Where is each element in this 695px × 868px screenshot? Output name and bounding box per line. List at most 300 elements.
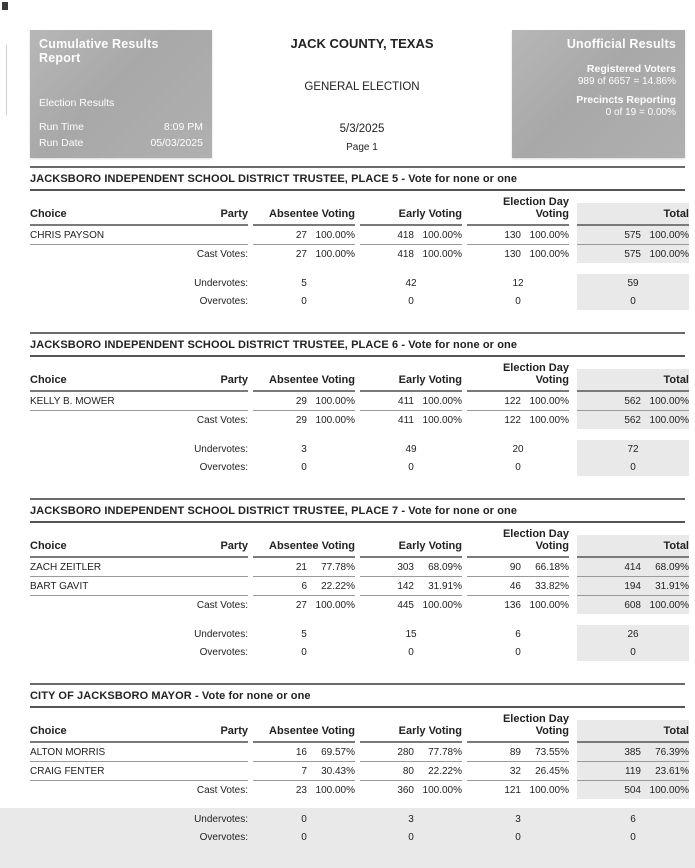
overvotes-group-1 xyxy=(360,458,462,476)
cast-votes-group-1-percent: 100.00% xyxy=(422,600,462,611)
precincts-reporting-value: 0 of 19 = 0.00% xyxy=(605,107,676,118)
overvotes-group-0-count: 0 xyxy=(301,296,307,307)
cast-votes-total xyxy=(577,596,689,614)
undervotes-group-0-count: 5 xyxy=(301,278,307,289)
column-header-row xyxy=(30,357,689,392)
contest-titlebar xyxy=(30,683,685,708)
candidate-total xyxy=(577,762,689,781)
report-subtitle: Election Results xyxy=(39,97,115,109)
candidate-total-percent: 76.39% xyxy=(655,747,689,758)
cast-votes-group-0-count: 23 xyxy=(295,785,307,796)
group-header-2: Election Day Voting xyxy=(467,523,569,558)
undervotes-group-1 xyxy=(360,274,462,292)
candidate-total xyxy=(577,558,689,577)
candidate-name: CRAIG FENTER xyxy=(30,766,105,777)
cast-votes-row xyxy=(30,411,689,429)
candidate-group-1-percent: 68.09% xyxy=(428,562,462,573)
cast-votes-group-1-percent: 100.00% xyxy=(422,415,462,426)
candidate-total-percent: 100.00% xyxy=(649,396,689,407)
undervotes-label: Undervotes: xyxy=(194,444,248,455)
candidate-row xyxy=(30,743,689,762)
overvotes-label: Overvotes: xyxy=(199,832,248,843)
candidate-group-2-count: 90 xyxy=(509,562,521,573)
candidate-group-0-percent: 100.00% xyxy=(315,230,355,241)
undervotes-total-count: 59 xyxy=(627,278,639,289)
cast-votes-total-percent: 100.00% xyxy=(649,415,689,426)
cast-votes-group-0-count: 27 xyxy=(295,249,307,260)
cast-votes-group-2 xyxy=(467,245,569,263)
candidate-name: CHRIS PAYSON xyxy=(30,230,105,241)
column-header-row xyxy=(30,191,689,226)
cast-votes-total xyxy=(577,781,689,799)
bottom-pad-row xyxy=(30,310,685,317)
candidate-group-0-count: 21 xyxy=(295,562,307,573)
cast-votes-total xyxy=(577,411,689,429)
undervotes-group-2 xyxy=(467,440,569,458)
undervotes-group-2-count: 12 xyxy=(512,278,524,289)
candidate-group-2 xyxy=(467,762,569,781)
candidate-label-cell xyxy=(30,558,248,577)
undervotes-group-0-count: 0 xyxy=(301,814,307,825)
undervotes-group-0 xyxy=(253,625,355,643)
run-time-value: 8:09 PM xyxy=(163,121,203,133)
candidate-group-2-count: 89 xyxy=(509,747,521,758)
cast-votes-group-2-count: 130 xyxy=(504,249,521,260)
run-date-row xyxy=(39,135,203,151)
overvotes-group-1-count: 0 xyxy=(408,462,414,473)
cast-votes-total xyxy=(577,245,689,263)
candidate-group-0-percent: 22.22% xyxy=(321,581,355,592)
candidate-group-0 xyxy=(253,392,355,411)
overvotes-label: Overvotes: xyxy=(199,462,248,473)
candidate-name: ZACH ZEITLER xyxy=(30,562,102,573)
cast-votes-label: Cast Votes: xyxy=(196,785,248,796)
undervotes-total-count: 6 xyxy=(630,814,636,825)
undervotes-label: Undervotes: xyxy=(194,278,248,289)
undervotes-group-1-count: 49 xyxy=(405,444,417,455)
overvotes-group-0-count: 0 xyxy=(301,832,307,843)
undervotes-total xyxy=(577,274,689,292)
undervotes-total xyxy=(577,440,689,458)
candidate-total-count: 385 xyxy=(624,747,641,758)
cast-votes-row xyxy=(30,781,689,799)
candidate-group-0 xyxy=(253,762,355,781)
cast-votes-group-0 xyxy=(253,411,355,429)
overvotes-group-2 xyxy=(467,828,569,846)
candidate-group-1-percent: 100.00% xyxy=(422,396,462,407)
candidate-row xyxy=(30,762,689,781)
cast-votes-label-cell xyxy=(30,781,248,799)
candidate-row xyxy=(30,558,689,577)
run-time-label: Run Time xyxy=(39,121,84,133)
overvotes-label: Overvotes: xyxy=(199,647,248,658)
cast-votes-total-count: 504 xyxy=(624,785,641,796)
candidate-total xyxy=(577,743,689,762)
candidate-group-2 xyxy=(467,392,569,411)
run-time-row xyxy=(39,119,203,135)
cast-votes-group-2-count: 121 xyxy=(504,785,521,796)
candidate-total-percent: 68.09% xyxy=(655,562,689,573)
cast-votes-group-2-count: 122 xyxy=(504,415,521,426)
cast-votes-group-2 xyxy=(467,411,569,429)
undervotes-group-1-count: 42 xyxy=(405,278,417,289)
candidate-group-2 xyxy=(467,743,569,762)
candidate-group-0 xyxy=(253,226,355,245)
cast-votes-total-count: 575 xyxy=(624,249,641,260)
candidate-group-1-percent: 77.78% xyxy=(428,747,462,758)
party-header: Party xyxy=(220,540,248,552)
undervotes-row xyxy=(30,440,685,458)
candidate-group-1-percent: 100.00% xyxy=(422,230,462,241)
candidate-total-count: 414 xyxy=(624,562,641,573)
overvotes-row xyxy=(30,643,685,661)
candidate-name: BART GAVIT xyxy=(30,581,89,592)
candidate-label-cell xyxy=(30,762,248,781)
cast-votes-group-0-percent: 100.00% xyxy=(315,415,355,426)
overvotes-group-0-count: 0 xyxy=(301,647,307,658)
cast-votes-group-0-count: 27 xyxy=(295,600,307,611)
overvotes-group-0 xyxy=(253,828,355,846)
undervotes-total xyxy=(577,810,689,828)
candidate-group-0-count: 16 xyxy=(295,747,307,758)
undervotes-label-cell xyxy=(30,810,248,828)
overvotes-group-2-count: 0 xyxy=(515,462,521,473)
choice-party-header xyxy=(30,369,248,392)
group-header-2: Election Day Voting xyxy=(467,191,569,226)
overvotes-group-1-count: 0 xyxy=(408,647,414,658)
undervotes-label: Undervotes: xyxy=(194,814,248,825)
candidate-total xyxy=(577,226,689,245)
candidate-group-0 xyxy=(253,558,355,577)
undervotes-group-2-count: 20 xyxy=(512,444,524,455)
group-header-1: Early Voting xyxy=(360,203,462,226)
candidate-group-0-count: 6 xyxy=(301,581,307,592)
cast-votes-group-2-percent: 100.00% xyxy=(529,415,569,426)
contest-title: CITY OF JACKSBORO MAYOR - Vote for none or one xyxy=(30,690,311,702)
cast-votes-group-2-percent: 100.00% xyxy=(529,785,569,796)
undervotes-group-0 xyxy=(253,274,355,292)
undervotes-group-1 xyxy=(360,810,462,828)
candidate-label-cell xyxy=(30,743,248,762)
undervotes-group-0-count: 5 xyxy=(301,629,307,640)
candidate-row xyxy=(30,392,689,411)
overvotes-label-cell xyxy=(30,828,248,846)
undervotes-row xyxy=(30,274,685,292)
candidate-group-2-count: 32 xyxy=(509,766,521,777)
candidate-total xyxy=(577,577,689,596)
candidate-group-1 xyxy=(360,392,462,411)
undervotes-label: Undervotes: xyxy=(194,629,248,640)
cast-votes-total-percent: 100.00% xyxy=(649,600,689,611)
overvotes-label-cell xyxy=(30,643,248,661)
overvotes-label-cell xyxy=(30,458,248,476)
overvotes-group-0 xyxy=(253,292,355,310)
candidate-group-0-percent: 100.00% xyxy=(315,396,355,407)
overvotes-total xyxy=(577,643,689,661)
election-title: GENERAL ELECTION xyxy=(304,81,420,93)
candidate-total-percent: 23.61% xyxy=(655,766,689,777)
contest-title: JACKSBORO INDEPENDENT SCHOOL DISTRICT TRUSTEE, PLACE 7 - Vote for none or one xyxy=(30,505,518,517)
undervotes-label-cell xyxy=(30,274,248,292)
cast-votes-total-percent: 100.00% xyxy=(649,249,689,260)
overvotes-group-1-count: 0 xyxy=(408,832,414,843)
overvotes-group-2 xyxy=(467,458,569,476)
undervotes-group-0-count: 3 xyxy=(301,444,307,455)
run-date-label: Run Date xyxy=(39,137,84,149)
contest-section xyxy=(30,332,689,483)
scan-line-artifact xyxy=(6,45,7,115)
group-header-1: Early Voting xyxy=(360,369,462,392)
undervotes-group-1 xyxy=(360,440,462,458)
candidate-group-0-percent: 69.57% xyxy=(321,747,355,758)
contest-section xyxy=(30,498,689,668)
candidate-group-2-count: 46 xyxy=(509,581,521,592)
cast-votes-group-0-count: 29 xyxy=(295,415,307,426)
unofficial-results-title: Unofficial Results xyxy=(566,37,676,51)
candidate-label-cell xyxy=(30,392,248,411)
spacer-row xyxy=(30,263,685,274)
total-header: Total xyxy=(577,535,689,558)
undervotes-group-2 xyxy=(467,625,569,643)
candidate-total-count: 575 xyxy=(624,230,641,241)
contest-section xyxy=(30,683,689,853)
overvotes-group-2-count: 0 xyxy=(515,832,521,843)
contest-titlebar xyxy=(30,166,685,191)
candidate-group-2 xyxy=(467,226,569,245)
total-header: Total xyxy=(577,369,689,392)
undervotes-group-2 xyxy=(467,810,569,828)
candidate-name: KELLY B. MOWER xyxy=(30,396,115,407)
candidate-group-1-count: 280 xyxy=(397,747,414,758)
overvotes-total-count: 0 xyxy=(630,296,636,307)
candidate-group-1 xyxy=(360,226,462,245)
undervotes-group-1 xyxy=(360,625,462,643)
contest-title: JACKSBORO INDEPENDENT SCHOOL DISTRICT TRUSTEE, PLACE 6 - Vote for none or one xyxy=(30,339,518,351)
cast-votes-label: Cast Votes: xyxy=(196,249,248,260)
group-header-1: Early Voting xyxy=(360,720,462,743)
cast-votes-total-count: 562 xyxy=(624,415,641,426)
undervotes-total-count: 72 xyxy=(627,444,639,455)
party-header: Party xyxy=(220,725,248,737)
total-header: Total xyxy=(577,203,689,226)
undervotes-group-2-count: 3 xyxy=(515,814,521,825)
overvotes-total xyxy=(577,828,689,846)
contest-title: JACKSBORO INDEPENDENT SCHOOL DISTRICT TRUSTEE, PLACE 5 - Vote for none or one xyxy=(30,173,518,185)
candidate-group-1 xyxy=(360,743,462,762)
overvotes-row xyxy=(30,458,685,476)
overvotes-total-count: 0 xyxy=(630,462,636,473)
candidate-row xyxy=(30,226,689,245)
undervotes-label-cell xyxy=(30,625,248,643)
group-header-2: Election Day Voting xyxy=(467,357,569,392)
candidate-group-0 xyxy=(253,577,355,596)
candidate-total-count: 562 xyxy=(624,396,641,407)
cast-votes-group-1-count: 411 xyxy=(398,415,414,426)
candidate-group-0-count: 27 xyxy=(295,230,307,241)
candidate-group-2-count: 122 xyxy=(504,396,521,407)
choice-party-header xyxy=(30,720,248,743)
cast-votes-group-1-count: 445 xyxy=(397,600,414,611)
contest-titlebar xyxy=(30,332,685,357)
results-status-box xyxy=(512,30,685,158)
cast-votes-group-1-count: 418 xyxy=(397,249,414,260)
choice-party-header xyxy=(30,535,248,558)
cast-votes-row xyxy=(30,596,689,614)
report-info-box xyxy=(30,30,212,158)
report-title: Cumulative Results Report xyxy=(39,37,159,65)
choice-party-header xyxy=(30,203,248,226)
candidate-group-2-percent: 26.45% xyxy=(535,766,569,777)
cast-votes-group-0 xyxy=(253,781,355,799)
spacer-row xyxy=(30,614,685,625)
candidate-total-percent: 100.00% xyxy=(649,230,689,241)
candidate-group-2 xyxy=(467,558,569,577)
cast-votes-group-1 xyxy=(360,781,462,799)
cast-votes-group-0-percent: 100.00% xyxy=(315,600,355,611)
candidate-name: ALTON MORRIS xyxy=(30,747,106,758)
candidate-group-0-percent: 30.43% xyxy=(321,766,355,777)
candidate-total-count: 119 xyxy=(625,766,641,777)
candidate-total-count: 194 xyxy=(624,581,641,592)
candidate-group-1-count: 418 xyxy=(397,230,414,241)
choice-header: Choice xyxy=(30,208,67,220)
undervotes-total xyxy=(577,625,689,643)
choice-header: Choice xyxy=(30,725,67,737)
undervotes-group-1-count: 3 xyxy=(408,814,414,825)
group-header-2: Election Day Voting xyxy=(467,708,569,743)
group-header-0: Absentee Voting xyxy=(253,369,355,392)
overvotes-total xyxy=(577,458,689,476)
report-header xyxy=(30,30,685,158)
overvotes-label: Overvotes: xyxy=(199,296,248,307)
overvotes-row xyxy=(30,828,685,846)
cast-votes-total-count: 608 xyxy=(624,600,641,611)
registered-voters-value: 989 of 6657 = 14.86% xyxy=(577,76,676,87)
candidate-total xyxy=(577,392,689,411)
cast-votes-group-1-percent: 100.00% xyxy=(422,785,462,796)
candidate-group-0-count: 29 xyxy=(295,396,307,407)
candidate-group-2-percent: 73.55% xyxy=(535,747,569,758)
candidate-label-cell xyxy=(30,226,248,245)
candidate-group-1 xyxy=(360,762,462,781)
election-date: 5/3/2025 xyxy=(339,123,385,135)
candidate-row xyxy=(30,577,689,596)
candidate-group-0-percent: 77.78% xyxy=(321,562,355,573)
cast-votes-label-cell xyxy=(30,245,248,263)
undervotes-row xyxy=(30,625,685,643)
cast-votes-label-cell xyxy=(30,596,248,614)
overvotes-total-count: 0 xyxy=(630,647,636,658)
overvotes-group-1-count: 0 xyxy=(408,296,414,307)
candidate-group-2-percent: 100.00% xyxy=(529,396,569,407)
scan-artifact xyxy=(2,2,8,10)
candidate-group-1-percent: 22.22% xyxy=(428,766,462,777)
overvotes-group-0 xyxy=(253,643,355,661)
group-header-0: Absentee Voting xyxy=(253,720,355,743)
results-sections xyxy=(30,166,689,868)
undervotes-row xyxy=(30,810,685,828)
cast-votes-label: Cast Votes: xyxy=(196,415,248,426)
cast-votes-group-1 xyxy=(360,596,462,614)
cast-votes-label-cell xyxy=(30,411,248,429)
page-number: Page 1 xyxy=(346,142,378,153)
cast-votes-group-0-percent: 100.00% xyxy=(315,249,355,260)
candidate-group-1 xyxy=(360,577,462,596)
precincts-reporting-label: Precincts Reporting xyxy=(576,94,676,106)
cast-votes-label: Cast Votes: xyxy=(196,600,248,611)
bottom-pad-row xyxy=(30,476,685,483)
overvotes-total-count: 0 xyxy=(630,832,636,843)
overvotes-group-2-count: 0 xyxy=(515,296,521,307)
cast-votes-group-1 xyxy=(360,411,462,429)
cast-votes-group-2-percent: 100.00% xyxy=(529,600,569,611)
party-header: Party xyxy=(220,208,248,220)
undervotes-group-2 xyxy=(467,274,569,292)
undervotes-total-count: 26 xyxy=(627,629,639,640)
candidate-group-2-percent: 66.18% xyxy=(535,562,569,573)
cast-votes-group-2 xyxy=(467,781,569,799)
run-date-value: 05/03/2025 xyxy=(150,137,203,149)
overvotes-group-2 xyxy=(467,643,569,661)
cast-votes-group-2 xyxy=(467,596,569,614)
cast-votes-group-2-count: 136 xyxy=(504,600,521,611)
spacer-row xyxy=(30,799,685,810)
candidate-group-0-count: 7 xyxy=(301,766,307,777)
candidate-group-1-count: 303 xyxy=(397,562,414,573)
undervotes-group-0 xyxy=(253,440,355,458)
undervotes-group-1-count: 15 xyxy=(405,629,417,640)
overvotes-group-0-count: 0 xyxy=(301,462,307,473)
election-header xyxy=(212,30,512,158)
contest-titlebar xyxy=(30,498,685,523)
candidate-group-1-count: 80 xyxy=(402,766,414,777)
group-header-1: Early Voting xyxy=(360,535,462,558)
bottom-pad-row xyxy=(30,661,685,668)
cast-votes-group-0 xyxy=(253,245,355,263)
county-title: JACK COUNTY, TEXAS xyxy=(290,36,434,51)
group-header-0: Absentee Voting xyxy=(253,203,355,226)
overvotes-group-1 xyxy=(360,828,462,846)
cast-votes-row xyxy=(30,245,689,263)
candidate-total-percent: 31.91% xyxy=(655,581,689,592)
group-header-0: Absentee Voting xyxy=(253,535,355,558)
candidate-group-0 xyxy=(253,743,355,762)
candidate-group-1-count: 142 xyxy=(397,581,414,592)
cast-votes-group-2-percent: 100.00% xyxy=(529,249,569,260)
cast-votes-group-1-percent: 100.00% xyxy=(422,249,462,260)
overvotes-group-1 xyxy=(360,292,462,310)
cast-votes-group-0 xyxy=(253,596,355,614)
candidate-group-2-percent: 33.82% xyxy=(535,581,569,592)
party-header: Party xyxy=(220,374,248,386)
undervotes-group-0 xyxy=(253,810,355,828)
cast-votes-total-percent: 100.00% xyxy=(649,785,689,796)
overvotes-group-1 xyxy=(360,643,462,661)
column-header-row xyxy=(30,523,689,558)
overvotes-group-0 xyxy=(253,458,355,476)
overvotes-group-2 xyxy=(467,292,569,310)
candidate-label-cell xyxy=(30,577,248,596)
registered-voters-label: Registered Voters xyxy=(586,63,676,75)
cast-votes-group-0-percent: 100.00% xyxy=(315,785,355,796)
overvotes-label-cell xyxy=(30,292,248,310)
undervotes-label-cell xyxy=(30,440,248,458)
overvotes-group-2-count: 0 xyxy=(515,647,521,658)
candidate-group-1 xyxy=(360,558,462,577)
bottom-pad-row xyxy=(30,846,685,853)
candidate-group-2 xyxy=(467,577,569,596)
overvotes-total xyxy=(577,292,689,310)
